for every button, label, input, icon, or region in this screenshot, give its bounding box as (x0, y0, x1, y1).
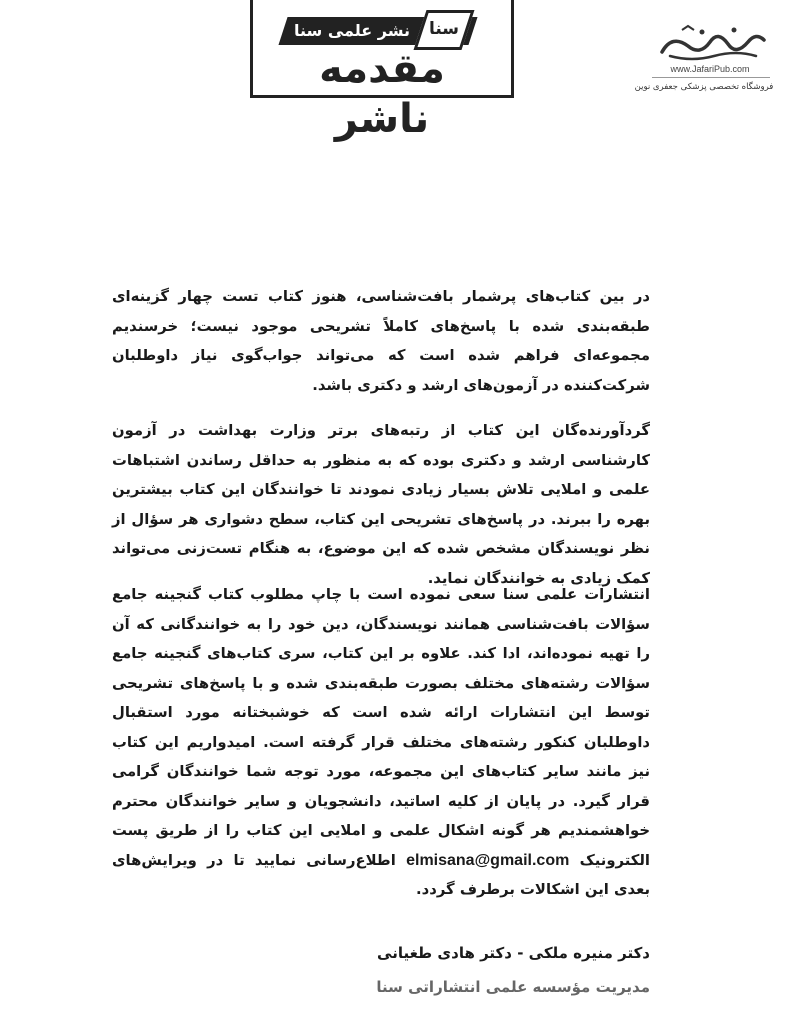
logo-divider (652, 77, 770, 78)
paragraph-publisher-text: انتشارات علمی سنا سعی نموده است با چاپ مطلوب کتاب گنجینه جامع سؤالات بافت‌شناسی همانند نویسندگان، دین خود را به خوانندگانی که آن را تهیه نموده‌اند، ادا کند. علاوه بر این کتاب، سری کتاب‌های گنجینه جامع سؤالات رشته‌های مختلف بصورت طبقه‌بندی شده و با پاسخ‌های تشریحی توسط این انتشارات ارائه شده است که خوشبختانه مورد استقبال داوطلبان کنکور رشته‌های مختلف قرار گرفته است. امیدواریم این کتاب نیز مانند سایر کتاب‌های این مجموعه، مورد توجه شما خوانندگان گرامی قرار گیرد. در پایان از کلیه اساتید، دانشجویان و سایر خوانندگان محترم خواهشمندیم هر گونه اشکال علمی و املایی این کتاب را از طریق پست الکترونیک (112, 586, 651, 869)
paragraph-publisher (112, 580, 650, 905)
publisher-tagline: فروشگاه تخصصی پزشکی جعفری نوین (634, 82, 774, 92)
signature-role: مدیریت مؤسسه علمی انتشاراتی سنا (376, 978, 650, 996)
paragraph-publisher-end: اطلاع‌رسانی نمایید تا در ویرایش‌های بعدی این اشکالات برطرف گردد. (112, 851, 650, 898)
paragraph-authors: گردآورنده‌گان این کتاب از رتبه‌های برتر وزارت بهداشت در آزمون کارشناسی ارشد و دکتری بوده که به منظور به حداقل رساندن اشتباهات علمی و املایی تلاش بسیار زیادی نمودند تا خوانندگان این کتاب بیشترین بهره را ببرند. در پاسخ‌های تشریحی این کتاب، سطح دشواری هر سؤال از نظر نویسندگان مشخص شده که این موضوع، به هنگام تست‌زنی می‌تواند کمک زیادی به خوانندگان نماید. (112, 422, 650, 587)
page-title: مقدمه ناشر (319, 46, 445, 142)
jafari-logo-icon (652, 22, 770, 66)
publisher-url: www.JafariPub.com (670, 64, 750, 74)
publisher-banner-label: نشر علمی سنا (293, 21, 410, 40)
contact-email: elmisana@gmail.com (406, 851, 570, 869)
signature-authors: دکتر منیره ملکی - دکتر هادی طغیانی (377, 944, 650, 962)
paragraph-intro: در بین کتاب‌های پرشمار بافت‌شناسی، هنوز کتاب تست چهار گزینه‌ای طبقه‌بندی شده با پاسخ‌های کاملاً تشریحی موجود نیست؛ خرسندیم مجموعه‌ای فراهم شده است که می‌تواند جواب‌گوی نیاز داوطلبان شرکت‌کننده در آزمون‌های ارشد و دکتری باشد. (112, 288, 650, 394)
sana-logo-mark: سنا (428, 19, 460, 39)
